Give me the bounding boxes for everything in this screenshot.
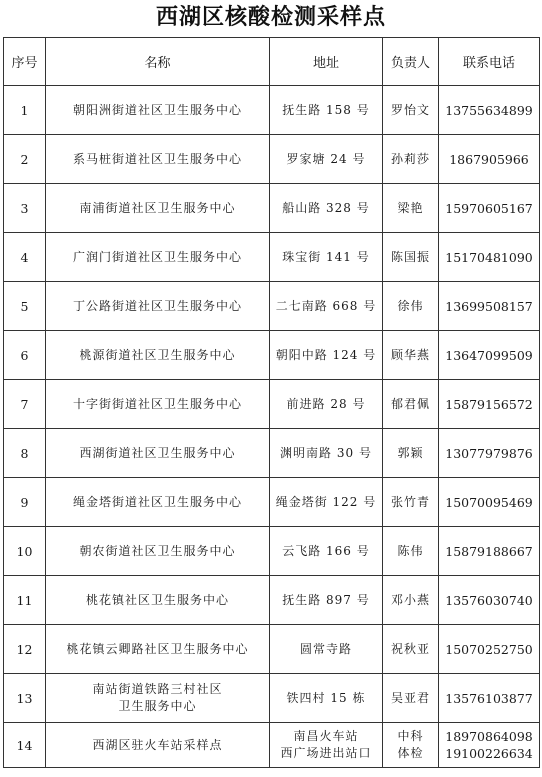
cell-no: 6 [4,331,46,380]
cell-person [383,380,439,429]
cell-person-line: 罗怡文 [390,102,430,117]
cell-phone-line: 13699508157 [445,298,533,314]
cell-person-line: 陈伟 [397,543,424,558]
cell-phone-line: 19100226634 [445,746,533,761]
cell-no: 4 [4,233,46,282]
table-row [4,723,540,768]
header-phone: 联系电话 [439,38,540,86]
cell-person [383,625,439,674]
cell-person-line: 祝秋亚 [390,641,430,656]
cell-address-line: 二七南路 668 号 [275,298,377,313]
cell-phone [439,184,540,233]
cell-no: 12 [4,625,46,674]
cell-name-line: 绳金塔街道社区卫生服务中心 [72,494,242,509]
cell-name [46,184,270,233]
cell-phone-line: 15879156572 [445,396,533,412]
cell-person-line: 顾华燕 [390,347,430,362]
table-row [4,527,540,576]
cell-name [46,723,270,768]
cell-name [46,576,270,625]
header-address: 地址 [270,38,383,86]
cell-phone [439,723,540,768]
cell-phone-line: 13576030740 [445,592,533,608]
cell-name-line: 广润门街道社区卫生服务中心 [72,249,242,264]
cell-no: 1 [4,86,46,135]
cell-name-line: 南浦街道社区卫生服务中心 [79,200,236,215]
sampling-sites-table [3,37,540,768]
cell-person [383,674,439,723]
cell-name [46,282,270,331]
cell-phone [439,135,540,184]
cell-name [46,86,270,135]
cell-person-line: 徐伟 [397,298,424,313]
cell-phone [439,527,540,576]
cell-phone [439,86,540,135]
cell-person-line: 郭颖 [397,445,424,460]
cell-person [383,723,439,768]
cell-person-line: 邓小燕 [390,592,430,607]
header-no: 序号 [4,38,46,86]
cell-phone [439,674,540,723]
cell-phone [439,478,540,527]
cell-phone [439,282,540,331]
cell-phone-line: 13576103877 [445,690,533,706]
cell-no: 7 [4,380,46,429]
cell-phone [439,380,540,429]
table-row [4,429,540,478]
cell-name-line: 桃源街道社区卫生服务中心 [79,347,236,362]
cell-name [46,380,270,429]
cell-address [270,478,383,527]
cell-name [46,429,270,478]
table-row [4,135,540,184]
table-row [4,380,540,429]
cell-name-line: 桃花镇云卿路社区卫生服务中心 [66,641,249,656]
cell-phone-line: 13077979876 [445,445,533,461]
cell-name-line: 桃花镇社区卫生服务中心 [85,592,229,607]
cell-address [270,576,383,625]
cell-address [270,380,383,429]
cell-phone [439,576,540,625]
cell-person [383,282,439,331]
cell-name [46,478,270,527]
cell-no: 8 [4,429,46,478]
table-row [4,674,540,723]
cell-name [46,674,270,723]
header-name: 名称 [46,38,270,86]
cell-name-line: 朝阳洲街道社区卫生服务中心 [72,102,242,117]
table-row [4,282,540,331]
cell-address-line: 云飞路 166 号 [282,543,370,558]
cell-person [383,135,439,184]
cell-address-line: 船山路 328 号 [282,200,370,215]
cell-address-line: 南昌火车站 [293,729,359,743]
cell-no: 13 [4,674,46,723]
cell-phone-line: 15970605167 [445,200,533,216]
cell-person-line: 体检 [397,746,424,760]
cell-address-line: 朝阳中路 124 号 [275,347,377,362]
cell-person-line: 吴亚君 [390,690,430,705]
cell-no: 10 [4,527,46,576]
cell-address-line: 圆常寺路 [299,641,352,656]
cell-no: 3 [4,184,46,233]
cell-address-line: 抚生路 897 号 [282,592,370,607]
cell-phone [439,331,540,380]
table-row [4,576,540,625]
cell-phone-line: 1867905966 [449,151,529,167]
cell-name-line: 系马桩街道社区卫生服务中心 [72,151,242,166]
cell-person-line: 梁艳 [397,200,424,215]
cell-name-line: 西湖街道社区卫生服务中心 [79,445,236,460]
cell-name-line: 朝农街道社区卫生服务中心 [79,543,236,558]
cell-person [383,429,439,478]
cell-phone-line: 13755634899 [445,102,533,118]
cell-name [46,331,270,380]
cell-address [270,184,383,233]
cell-address [270,282,383,331]
cell-address-line: 前进路 28 号 [286,396,366,411]
cell-no: 9 [4,478,46,527]
cell-phone-line: 15170481090 [445,249,533,265]
table-row [4,184,540,233]
cell-no: 5 [4,282,46,331]
table-row [4,331,540,380]
cell-address-line: 抚生路 158 号 [282,102,370,117]
cell-name-line: 丁公路街道社区卫生服务中心 [72,298,242,313]
cell-phone-line: 15879188667 [445,543,533,559]
cell-phone-line: 15070095469 [445,494,533,510]
table-row [4,625,540,674]
cell-person-line: 郁君佩 [390,396,430,411]
cell-address-line: 绳金塔街 122 号 [275,494,377,509]
cell-address [270,233,383,282]
cell-person [383,576,439,625]
cell-address-line: 铁四村 15 栋 [286,690,366,705]
cell-address [270,625,383,674]
cell-name [46,625,270,674]
cell-name-line: 西湖区驻火车站采样点 [92,737,223,752]
cell-person [383,86,439,135]
cell-address [270,723,383,768]
header-person: 负责人 [383,38,439,86]
cell-person [383,527,439,576]
cell-phone [439,233,540,282]
cell-name [46,233,270,282]
cell-address [270,135,383,184]
cell-address [270,674,383,723]
cell-no: 2 [4,135,46,184]
cell-no: 14 [4,723,46,768]
table-row [4,233,540,282]
cell-address-line: 西广场进出站口 [280,746,372,760]
cell-person-line: 张竹青 [390,494,430,509]
cell-name-line: 南站街道铁路三村社区 [92,682,223,696]
cell-person [383,233,439,282]
table-row [4,478,540,527]
table-header-row [4,38,540,86]
cell-phone [439,625,540,674]
cell-person-line: 孙莉莎 [390,151,430,166]
cell-name-line: 十字街街道社区卫生服务中心 [72,396,242,411]
cell-address-line: 渊明南路 30 号 [280,445,372,460]
cell-person [383,184,439,233]
cell-phone-line: 18970864098 [445,729,533,744]
cell-address [270,331,383,380]
cell-address [270,429,383,478]
cell-person-line: 中科 [397,729,424,743]
cell-phone-line: 13647099509 [445,347,533,363]
table-body [4,86,540,768]
cell-no: 11 [4,576,46,625]
cell-address [270,527,383,576]
table-row [4,86,540,135]
cell-person-line: 陈国振 [390,249,430,264]
cell-address [270,86,383,135]
cell-phone [439,429,540,478]
cell-address-line: 珠宝街 141 号 [282,249,370,264]
cell-name-line: 卫生服务中心 [118,699,197,713]
cell-address-line: 罗家塘 24 号 [286,151,366,166]
cell-phone-line: 15070252750 [445,641,533,657]
cell-name [46,527,270,576]
cell-person [383,478,439,527]
cell-name [46,135,270,184]
cell-person [383,331,439,380]
page-title: 西湖区核酸检测采样点 [155,5,386,30]
